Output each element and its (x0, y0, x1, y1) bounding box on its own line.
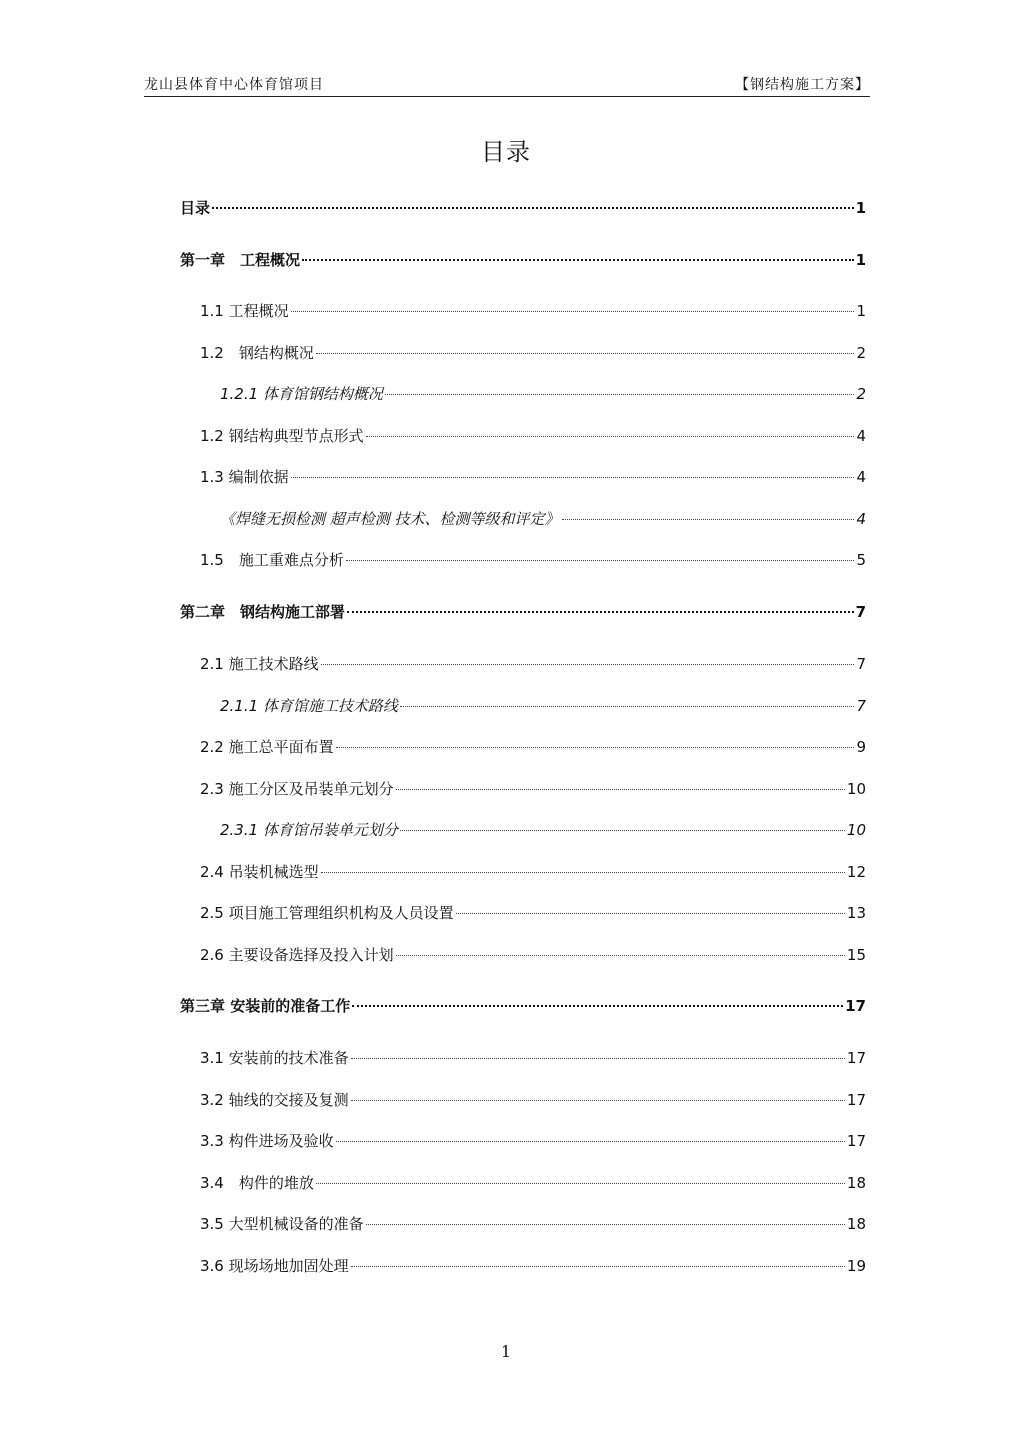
toc-entry-label: 2.4 吊装机械选型 (200, 863, 319, 881)
toc-entry-page: 17 (845, 997, 866, 1015)
toc-entry-page: 18 (846, 1215, 866, 1233)
toc-entry-page: 13 (846, 904, 866, 922)
toc-entry-label: 2.1 施工技术路线 (200, 655, 319, 673)
toc-entry-label: 第一章 工程概况 (180, 251, 301, 269)
toc-entry[interactable] (200, 550, 866, 570)
toc-entry[interactable] (200, 1256, 866, 1276)
toc-entry-page: 7 (856, 655, 866, 673)
toc-entry-page: 18 (846, 1174, 866, 1192)
toc-entry[interactable] (200, 1131, 866, 1151)
toc-leader-dots (366, 436, 855, 437)
toc-entry[interactable] (220, 509, 866, 529)
toc-entry-label: 3.2 轴线的交接及复测 (200, 1091, 349, 1109)
toc-entry-page: 2 (856, 344, 866, 362)
header-divider (144, 96, 870, 97)
toc-entry-page: 17 (846, 1091, 866, 1109)
toc-entry-page: 19 (846, 1257, 866, 1275)
toc-entry[interactable] (200, 1214, 866, 1234)
toc-entry[interactable] (200, 737, 866, 757)
toc-entry[interactable] (180, 198, 866, 218)
toc-entry[interactable] (200, 343, 866, 363)
toc-entry-page: 17 (846, 1132, 866, 1150)
page-number: 1 (500, 1342, 512, 1361)
toc-entry[interactable] (200, 467, 866, 487)
toc-entry-page: 1 (855, 199, 866, 217)
toc-entry-page: 7 (856, 697, 866, 715)
toc-entry-label: 《焊缝无损检测 超声检测 技术、检测等级和评定》 (220, 510, 560, 528)
toc-entry-page: 7 (855, 603, 866, 621)
page-header (144, 74, 870, 96)
toc-entry[interactable] (200, 654, 866, 674)
toc-entry[interactable] (220, 384, 866, 404)
toc-entry-page: 12 (846, 863, 866, 881)
toc-entry[interactable] (200, 945, 866, 965)
page-title: 目录 (481, 138, 531, 166)
toc-leader-dots (396, 789, 845, 790)
toc-leader-dots (351, 1100, 845, 1101)
toc-entry-page: 1 (856, 302, 866, 320)
toc-entry-label: 第三章 安装前的准备工作 (180, 997, 351, 1015)
toc-entry[interactable] (200, 862, 866, 882)
toc-leader-dots (321, 664, 855, 665)
header-document-title: 【钢结构施工方案】 (735, 77, 870, 93)
toc-entry-page: 1 (855, 251, 866, 269)
toc-entry-label: 1.3 编制依据 (200, 468, 289, 486)
toc-entry[interactable] (180, 250, 866, 270)
toc-entry[interactable] (220, 820, 866, 840)
toc-entry-page: 5 (856, 551, 866, 569)
toc-leader-dots (212, 207, 854, 209)
toc-entry-page: 17 (846, 1049, 866, 1067)
toc-entry-label: 第二章 钢结构施工部署 (180, 603, 346, 621)
toc-entry[interactable] (180, 996, 866, 1016)
toc-entry[interactable] (200, 1173, 866, 1193)
toc-entry[interactable] (200, 779, 866, 799)
toc-leader-dots (562, 519, 855, 520)
toc-entry-label: 2.3.1 体育馆吊装单元划分 (220, 821, 398, 839)
toc-leader-dots (302, 259, 854, 261)
toc-entry[interactable] (200, 1090, 866, 1110)
toc-entry-label: 2.3 施工分区及吊装单元划分 (200, 780, 394, 798)
toc-leader-dots (351, 1266, 845, 1267)
toc-entry-label: 1.1 工程概况 (200, 302, 289, 320)
toc-leader-dots (400, 830, 845, 831)
toc-leader-dots (456, 913, 845, 914)
toc-entry[interactable] (200, 1048, 866, 1068)
toc-entry-page: 2 (856, 385, 866, 403)
toc-entry-label: 3.5 大型机械设备的准备 (200, 1215, 364, 1233)
toc-entry-label: 2.2 施工总平面布置 (200, 738, 334, 756)
toc-entry[interactable] (200, 301, 866, 321)
toc-leader-dots (347, 611, 854, 613)
toc-leader-dots (321, 872, 845, 873)
toc-leader-dots (336, 747, 855, 748)
toc-entry[interactable] (180, 602, 866, 622)
toc-entry-page: 4 (856, 468, 866, 486)
toc-entry[interactable] (200, 426, 866, 446)
toc-entry-label: 1.2.1 体育馆钢结构概况 (220, 385, 383, 403)
toc-leader-dots (316, 1183, 845, 1184)
toc-entry[interactable] (200, 903, 866, 923)
toc-entry[interactable] (220, 696, 866, 716)
toc-entry-label: 3.3 构件进场及验收 (200, 1132, 334, 1150)
toc-entry-page: 9 (856, 738, 866, 756)
toc-leader-dots (385, 394, 855, 395)
toc-leader-dots (400, 706, 855, 707)
toc-entry-page: 10 (846, 780, 866, 798)
toc-entry-label: 3.6 现场场地加固处理 (200, 1257, 349, 1275)
toc-leader-dots (336, 1141, 845, 1142)
toc-entry-label: 1.2 钢结构典型节点形式 (200, 427, 364, 445)
toc-entry-label: 1.2 钢结构概况 (200, 344, 314, 362)
toc-entry-label: 1.5 施工重难点分析 (200, 551, 344, 569)
header-project-name: 龙山县体育中心体育馆项目 (144, 77, 324, 93)
toc-leader-dots (346, 560, 855, 561)
toc-leader-dots (291, 477, 855, 478)
toc-entry-label: 3.4 构件的堆放 (200, 1174, 314, 1192)
toc-entry-page: 4 (856, 427, 866, 445)
toc-leader-dots (352, 1005, 843, 1007)
toc-entry-label: 3.1 安装前的技术准备 (200, 1049, 349, 1067)
toc-leader-dots (351, 1058, 845, 1059)
toc-entry-label: 目录 (180, 199, 211, 217)
toc-leader-dots (396, 955, 845, 956)
toc-leader-dots (291, 311, 855, 312)
toc-leader-dots (366, 1224, 845, 1225)
toc-entry-page: 10 (846, 821, 866, 839)
toc-entry-label: 2.5 项目施工管理组织机构及人员设置 (200, 904, 454, 922)
toc-entry-page: 15 (846, 946, 866, 964)
toc-entry-page: 4 (856, 510, 866, 528)
toc-entry-label: 2.6 主要设备选择及投入计划 (200, 946, 394, 964)
toc-entry-label: 2.1.1 体育馆施工技术路线 (220, 697, 398, 715)
toc-leader-dots (316, 353, 855, 354)
